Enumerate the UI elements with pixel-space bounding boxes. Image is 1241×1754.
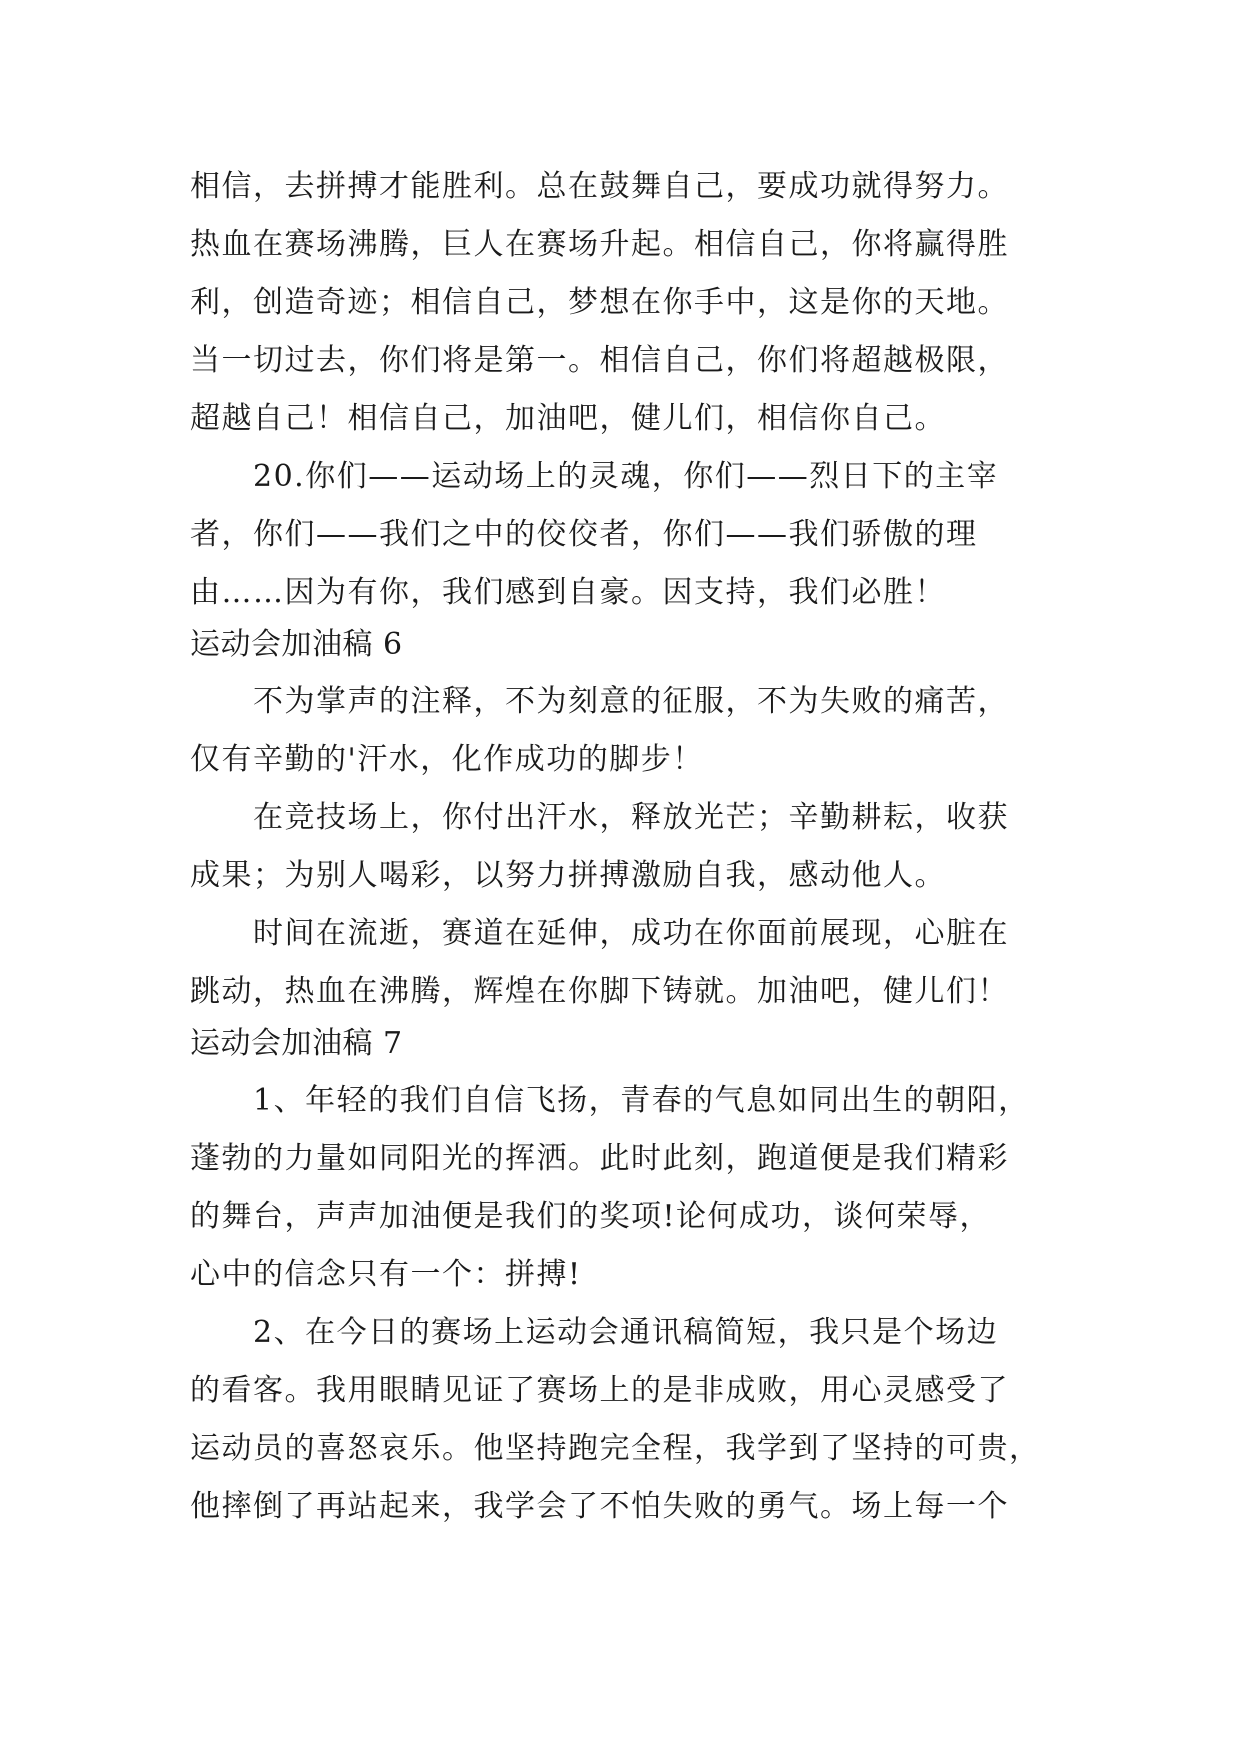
text-line: 当一切过去，你们将是第一。相信自己，你们将超越极限，: [190, 343, 1009, 378]
text-line: 热血在赛场沸腾，巨人在赛场升起。相信自己，你将赢得胜: [190, 227, 1009, 262]
section-heading: 运动会加油稿 6: [190, 627, 403, 662]
text-line: 利，创造奇迹；相信自己，梦想在你手中，这是你的天地。: [190, 285, 1009, 320]
text-line: 的看客。我用眼睛见证了赛场上的是非成败，用心灵感受了: [190, 1373, 1009, 1408]
text-line: 1、年轻的我们自信飞扬，青春的气息如同出生的朝阳，: [253, 1083, 1030, 1118]
text-line: 时间在流逝，赛道在延伸，成功在你面前展现，心脏在: [253, 916, 1009, 951]
text-line: 的舞台，声声加油便是我们的奖项!论何成功，谈何荣辱，: [190, 1199, 992, 1234]
text-line: 仅有辛勤的'汗水，化作成功的脚步！: [190, 742, 704, 777]
text-line: 他摔倒了再站起来，我学会了不怕失败的勇气。场上每一个: [190, 1489, 1009, 1524]
text-line: 相信，去拼搏才能胜利。总在鼓舞自己，要成功就得努力。: [190, 169, 1009, 204]
text-line: 不为掌声的注释，不为刻意的征服，不为失败的痛苦，: [253, 684, 1009, 719]
text-line: 心中的信念只有一个：拼搏!: [190, 1257, 582, 1292]
text-line: 运动员的喜怒哀乐。他坚持跑完全程，我学到了坚持的可贵，: [190, 1431, 1041, 1466]
text-line: 由……因为有你，我们感到自豪。因支持，我们必胜！: [190, 575, 946, 610]
section-heading: 运动会加油稿 7: [190, 1026, 403, 1061]
text-line: 成果；为别人喝彩，以努力拼搏激励自我，感动他人。: [190, 858, 946, 893]
text-line: 20.你们——运动场上的灵魂，你们——烈日下的主宰: [253, 459, 999, 494]
text-line: 2、在今日的赛场上运动会通讯稿简短，我只是个场边: [253, 1315, 999, 1350]
text-line: 在竞技场上，你付出汗水，释放光芒；辛勤耕耘，收获: [253, 800, 1009, 835]
text-line: 超越自己！相信自己，加油吧，健儿们，相信你自己。: [190, 401, 946, 436]
text-line: 蓬勃的力量如同阳光的挥洒。此时此刻，跑道便是我们精彩: [190, 1141, 1009, 1176]
text-line: 跳动，热血在沸腾，辉煌在你脚下铸就。加油吧，健儿们！: [190, 974, 1009, 1009]
text-line: 者，你们——我们之中的佼佼者，你们——我们骄傲的理: [190, 517, 978, 552]
